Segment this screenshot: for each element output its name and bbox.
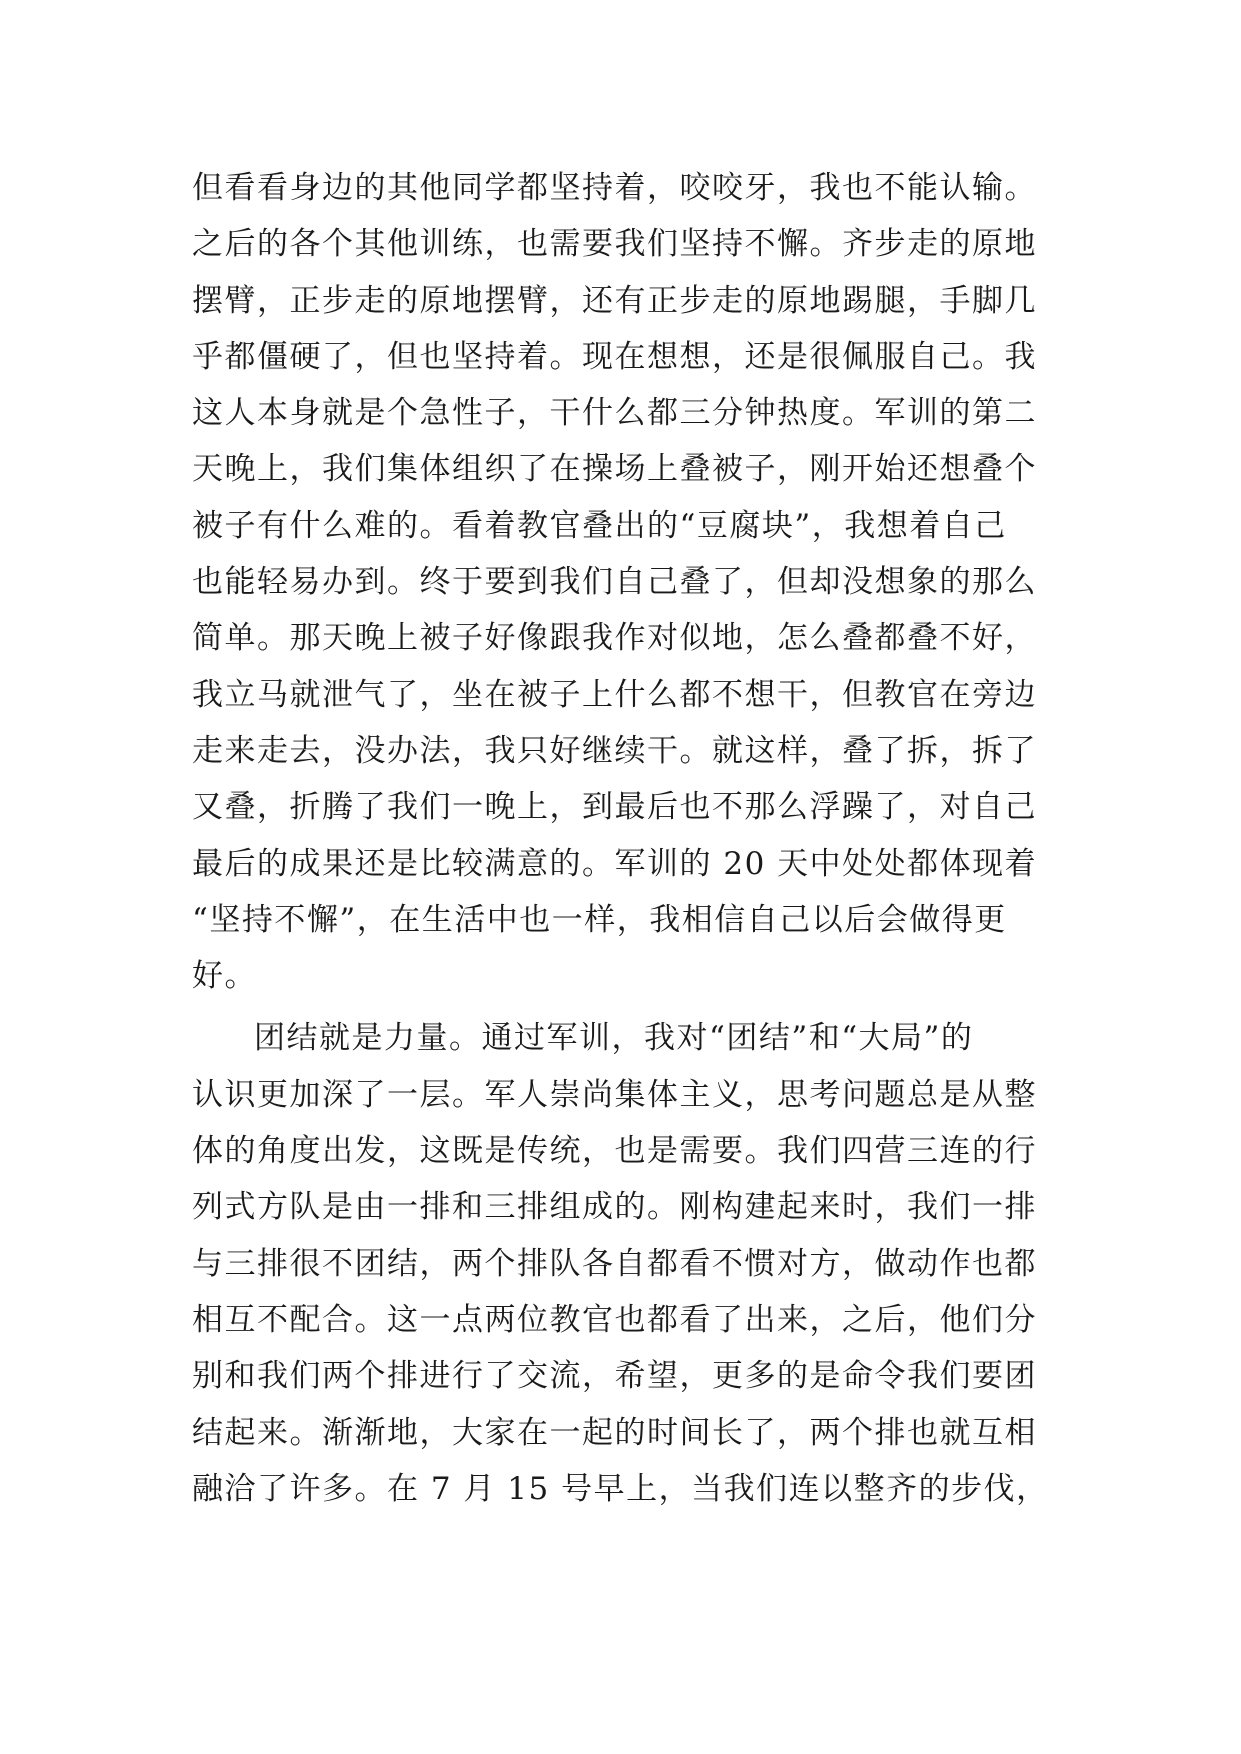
text-line: “坚持不懈”，在生活中也一样，我相信自己以后会做得更 xyxy=(192,901,1007,938)
paragraph-2 xyxy=(192,1010,1052,1517)
text-line: 简单。那天晚上被子好像跟我作对似地，怎么叠都叠不好， xyxy=(192,620,1037,657)
text-line: 体的角度出发，这既是传统，也是需要。我们四营三连的行 xyxy=(192,1133,1037,1170)
text-line: 但看看身边的其他同学都坚持着，咬咬牙，我也不能认输。 xyxy=(192,170,1037,206)
text-line: 与三排很不团结，两个排队各自都看不惯对方，做动作也都 xyxy=(192,1245,1037,1282)
text-line: 天晚上，我们集体组织了在操场上叠被子，刚开始还想叠个 xyxy=(192,451,1037,488)
text-line: 走来走去，没办法，我只好继续干。就这样，叠了拆，拆了 xyxy=(192,732,1037,769)
text-line: 列式方队是由一排和三排组成的。刚构建起来时，我们一排 xyxy=(192,1189,1037,1226)
text-line: 团结就是力量。通过军训，我对“团结”和“大局”的 xyxy=(254,1020,974,1057)
text-line: 融洽了许多。在 7 月 15 号早上，当我们连以整齐的步伐， xyxy=(192,1470,1049,1507)
text-line: 摆臂，正步走的原地摆臂，还有正步走的原地踢腿，手脚几 xyxy=(192,282,1037,319)
text-line: 乎都僵硬了，但也坚持着。现在想想，还是很佩服自己。我 xyxy=(192,338,1037,375)
text-line: 最后的成果还是比较满意的。军训的 20 天中处处都体现着 xyxy=(192,845,1038,882)
text-line: 也能轻易办到。终于要到我们自己叠了，但却没想象的那么 xyxy=(192,564,1037,601)
paragraph-1 xyxy=(192,160,1052,1004)
text-line: 好。 xyxy=(192,958,257,995)
text-line: 又叠，折腾了我们一晚上，到最后也不那么浮躁了，对自己 xyxy=(192,789,1037,826)
document-body xyxy=(192,160,1052,1517)
text-line: 被子有什么难的。看着教官叠出的“豆腐块”，我想着自己 xyxy=(192,507,1007,544)
text-line: 别和我们两个排进行了交流，希望，更多的是命令我们要团 xyxy=(192,1358,1037,1395)
text-line: 认识更加深了一层。军人崇尚集体主义，思考问题总是从整 xyxy=(192,1076,1037,1113)
text-line: 之后的各个其他训练，也需要我们坚持不懈。齐步走的原地 xyxy=(192,226,1037,263)
text-line: 这人本身就是个急性子，干什么都三分钟热度。军训的第二 xyxy=(192,395,1037,432)
text-line: 相互不配合。这一点两位教官也都看了出来，之后，他们分 xyxy=(192,1301,1037,1338)
text-line: 我立马就泄气了，坐在被子上什么都不想干，但教官在旁边 xyxy=(192,676,1037,713)
text-line: 结起来。渐渐地，大家在一起的时间长了，两个排也就互相 xyxy=(192,1414,1037,1451)
